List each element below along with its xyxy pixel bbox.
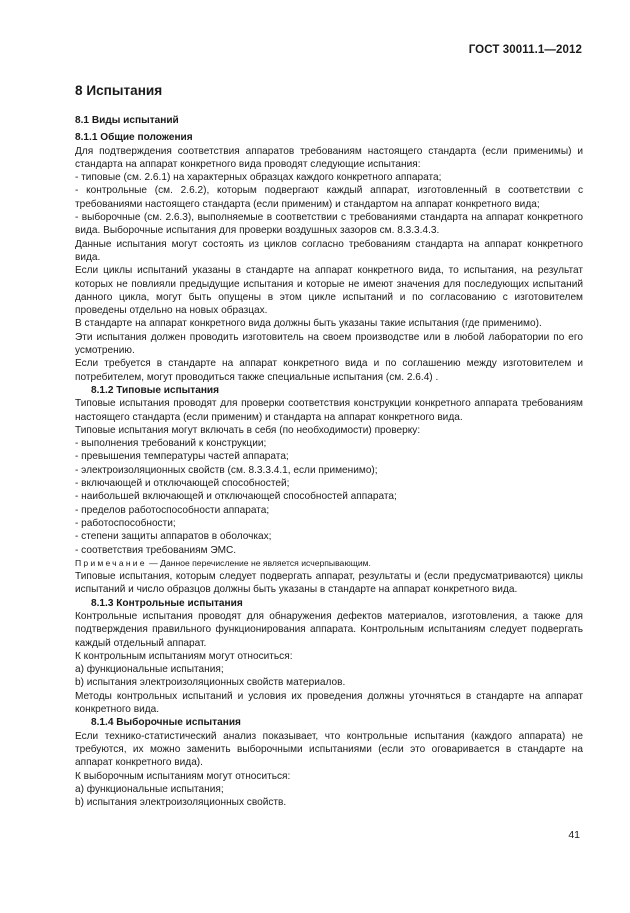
list-item: - соответствия требованиям ЭМС. — [75, 544, 237, 556]
standard-header: ГОСТ 30011.1—2012 — [468, 44, 582, 56]
page-number: 41 — [568, 829, 580, 841]
paragraph: Типовые испытания могут включать в себя (по необходимости) проверку: — [75, 424, 421, 436]
list-item: - типовые (см. 2.6.1) на характерных образцах каждого конкретного аппарата; — [75, 172, 442, 184]
clause-title-8-1-1: 8.1.1 Общие положения — [75, 132, 193, 144]
paragraph: Для подтверждения соответствия аппаратов требованиям настоящего стандарта (если применимы) и стандарта на аппарат конкретного вида проводят следующие испытания: — [75, 145, 583, 170]
list-item: - выборочные (см. 2.6.3), выполняемые в соответствии с требованиями стандарта на аппарат конкретного вида. Выборочные испытания для проверки воздушных зазоров см. 8.3.3.4.3. — [75, 212, 583, 237]
list-item: - работоспособности; — [75, 517, 176, 529]
list-item: b) испытания электроизоляционных свойств. — [75, 797, 287, 809]
list-item: - контрольные (см. 2.6.2), которым подвергают каждый аппарат, изготовленный в соответствии с требованиями настоящего стандарта (если применим) и стандартом на аппарат конкретного вида; — [75, 185, 583, 210]
clause-title-8-1-2: 8.1.2 Типовые испытания — [91, 384, 220, 396]
clause-title-8-1-3: 8.1.3 Контрольные испытания — [91, 597, 243, 609]
paragraph: Если технико-статистический анализ показывает, что контрольные испытания (каждого аппарата) не требуются, их можно заменить выборочными испытаниями (если это оговаривается в стандарте на аппарат конкретного вида). — [75, 730, 583, 769]
list-item: - электроизоляционных свойств (см. 8.3.3.4.1, если применимо); — [75, 464, 378, 476]
paragraph: К выборочным испытаниям могут относиться: — [75, 770, 291, 782]
section-title: 8 Испытания — [75, 83, 163, 98]
paragraph: В стандарте на аппарат конкретного вида должны быть указаны такие испытания (где применимо). — [75, 318, 542, 330]
paragraph: Эти испытания должен проводить изготовитель на своем производстве или в любой лаборатории по его усмотрению. — [75, 331, 583, 357]
list-item: - включающей и отключающей способностей; — [75, 478, 290, 490]
paragraph: Если требуется в стандарте на аппарат конкретного вида и по соглашению между изготовителем и потребителем, могут проводиться также специальные испытания (см. 2.6.4) . — [75, 358, 583, 383]
list-item: a) функциональные испытания; — [75, 783, 224, 795]
list-item: - выполнения требований к конструкции; — [75, 438, 267, 450]
paragraph: Контрольные испытания проводят для обнаружения дефектов материалов, изготовления, а также для подтверждения правильного функционирования аппарата. Контрольным испытаниям следует подвергать каждый отдельный аппарат. — [75, 610, 583, 649]
note — [75, 557, 583, 570]
paragraph: Данные испытания могут состоять из циклов согласно требованиям стандарта на аппарат конкретного вида. — [75, 238, 583, 263]
list-item: - наибольшей включающей и отключающей способностей аппарата; — [75, 491, 397, 503]
paragraph: К контрольным испытаниям могут относиться: — [75, 650, 293, 662]
list-item: - превышения температуры частей аппарата; — [75, 451, 289, 463]
list-item: a) функциональные испытания; — [75, 664, 224, 676]
subsection-title-8-1: 8.1 Виды испытаний — [75, 115, 179, 126]
paragraph: Типовые испытания, которым следует подвергать аппарат, результаты и (если предусматриваются) циклы испытаний и число образцов должны быть указаны в стандарте на аппарат конкретного вида. — [75, 571, 583, 596]
note-text: — Данное перечисление не является исчерпывающим. — [146, 557, 371, 568]
check-list — [75, 437, 583, 557]
paragraph: Типовые испытания проводят для проверки соответствия конструкции конкретного аппарата требованиям настоящего стандарта (если применим) и стандарта на аппарат конкретного вида. — [75, 398, 583, 423]
list-item: - пределов работоспособности аппарата; — [75, 504, 270, 516]
note-label: Примечание — [75, 557, 147, 568]
paragraph: Методы контрольных испытаний и условия их проведения должны уточняться в стандарте на аппарат конкретного вида. — [75, 690, 583, 716]
clause-title-8-1-4: 8.1.4 Выборочные испытания — [91, 717, 241, 729]
paragraph: Если циклы испытаний указаны в стандарте на аппарат конкретного вида, то испытания, на результат которых не повлияли предыдущие испытания и которые не имеют значения для последующих испытаний данного цикла, могут быть опущены в этом цикле испытаний и по согласованию с изготовителем проведены отдельно на новых образцах. — [75, 265, 583, 317]
list-item: - степени защиты аппаратов в оболочках; — [75, 531, 272, 543]
page-content — [75, 72, 583, 809]
list-item: b) испытания электроизоляционных свойств материалов. — [75, 677, 346, 689]
